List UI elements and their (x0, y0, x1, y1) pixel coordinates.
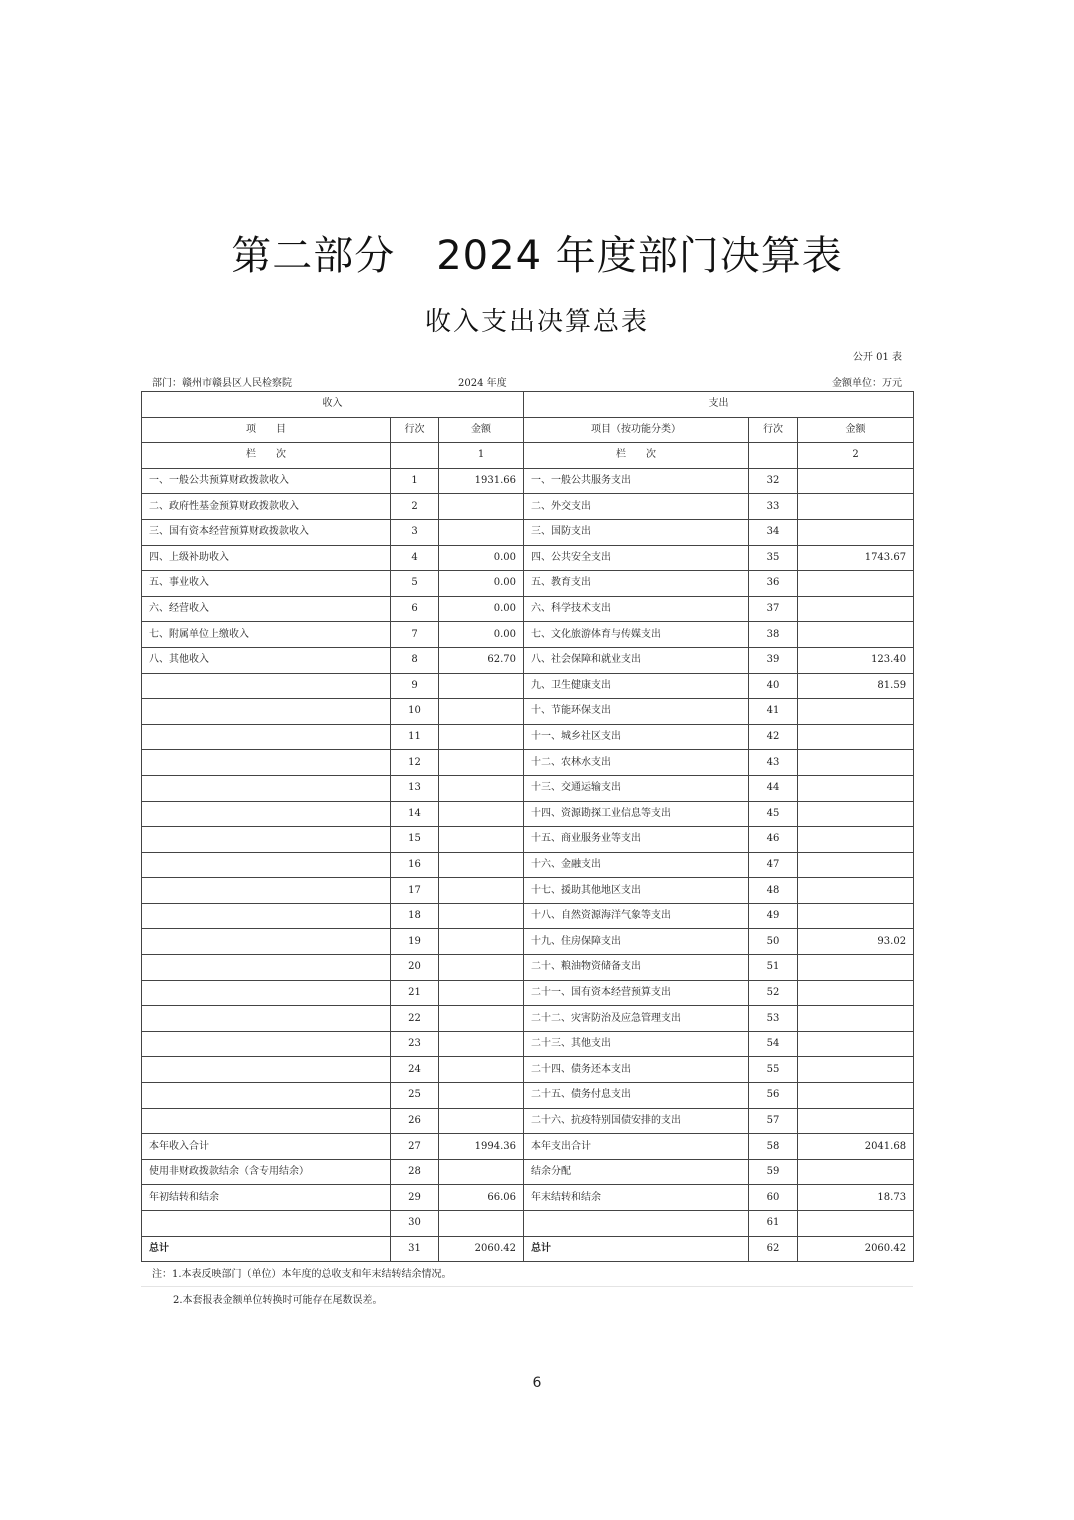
expense-amount-cell: 18.73 (798, 1185, 914, 1211)
expense-amount-cell: 93.02 (798, 929, 914, 955)
income-row-number-cell: 27 (391, 1134, 439, 1160)
income-row-number-cell: 21 (391, 980, 439, 1006)
expense-item-cell: 十三、交通运输支出 (524, 775, 749, 801)
summary-row (142, 1185, 914, 1211)
expense-row-number-cell: 50 (749, 929, 798, 955)
expense-amount-cell (798, 1108, 914, 1134)
expense-amount-cell: 1743.67 (798, 545, 914, 571)
expense-item-cell: 二十六、抗疫特别国债安排的支出 (524, 1108, 749, 1134)
income-row-number-cell: 19 (391, 929, 439, 955)
table-note-1: 注：1.本表反映部门（单位）本年度的总收支和年末结转结余情况。 (152, 1269, 452, 1280)
expense-item-cell: 二十一、国有资本经营预算支出 (524, 980, 749, 1006)
table-row (142, 801, 914, 827)
expense-row-number-cell: 43 (749, 750, 798, 776)
income-item-cell (142, 955, 391, 981)
income-row-number-cell: 2 (391, 494, 439, 520)
income-item-cell: 年初结转和结余 (142, 1185, 391, 1211)
income-index-label: 栏 次 (142, 443, 391, 469)
income-row-number-cell: 12 (391, 750, 439, 776)
column-index-row (142, 443, 914, 469)
summary-row (142, 1134, 914, 1160)
expense-index-row (749, 443, 798, 469)
department-label: 部门：赣州市赣县区人民检察院 (152, 378, 292, 389)
expense-row-number-cell: 36 (749, 571, 798, 597)
expense-amount-cell (798, 878, 914, 904)
income-item-cell: 本年收入合计 (142, 1134, 391, 1160)
expense-item-cell: 四、公共安全支出 (524, 545, 749, 571)
income-amount-cell: 66.06 (439, 1185, 524, 1211)
income-amount-cell (439, 775, 524, 801)
table-row (142, 622, 914, 648)
income-item-cell (142, 775, 391, 801)
expense-item-header: 项目（按功能分类） (524, 417, 749, 443)
income-amount-cell (439, 1006, 524, 1032)
expense-amount-cell (798, 1006, 914, 1032)
expense-row-number-cell: 48 (749, 878, 798, 904)
income-item-cell (142, 1211, 391, 1237)
expense-row-number-cell: 34 (749, 519, 798, 545)
expense-amount-cell (798, 1083, 914, 1109)
income-amount-cell (439, 801, 524, 827)
expense-amount-cell (798, 852, 914, 878)
expense-item-cell: 二、外交支出 (524, 494, 749, 520)
income-amount-cell: 0.00 (439, 545, 524, 571)
expense-row-number-cell: 51 (749, 955, 798, 981)
expense-item-cell: 十二、农林水支出 (524, 750, 749, 776)
income-item-cell: 二、政府性基金预算财政拨款收入 (142, 494, 391, 520)
expense-item-cell: 年末结转和结余 (524, 1185, 749, 1211)
income-row-number-cell: 8 (391, 647, 439, 673)
expense-item-cell: 十九、住房保障支出 (524, 929, 749, 955)
expense-row-number-cell: 53 (749, 1006, 798, 1032)
expense-row-number-cell: 62 (749, 1236, 798, 1262)
expense-row-number-cell: 33 (749, 494, 798, 520)
income-amount-cell: 62.70 (439, 647, 524, 673)
table-row (142, 724, 914, 750)
income-amount-cell (439, 750, 524, 776)
table-row (142, 750, 914, 776)
income-amount-cell (439, 1057, 524, 1083)
income-item-cell (142, 852, 391, 878)
expense-item-cell: 六、科学技术支出 (524, 596, 749, 622)
income-row-number-cell: 13 (391, 775, 439, 801)
expense-item-cell: 总计 (524, 1236, 749, 1262)
income-row-number-cell: 1 (391, 468, 439, 494)
expense-item-cell: 十五、商业服务业等支出 (524, 827, 749, 853)
income-amount-cell: 1994.36 (439, 1134, 524, 1160)
summary-row (142, 1159, 914, 1185)
expense-row-number-cell: 46 (749, 827, 798, 853)
expense-amount-cell (798, 801, 914, 827)
income-amount-cell (439, 673, 524, 699)
group-header-row (142, 392, 914, 418)
expense-item-cell: 二十五、债务付息支出 (524, 1083, 749, 1109)
expense-item-cell: 十一、城乡社区支出 (524, 724, 749, 750)
table-row (142, 852, 914, 878)
table-row (142, 699, 914, 725)
expense-amount-cell (798, 903, 914, 929)
income-row-number-cell: 6 (391, 596, 439, 622)
income-item-cell: 七、附属单位上缴收入 (142, 622, 391, 648)
income-amount-cell (439, 903, 524, 929)
income-group-header: 收入 (142, 392, 524, 418)
table-body (142, 392, 914, 1262)
expense-amount-cell (798, 1031, 914, 1057)
income-row-number-cell: 29 (391, 1185, 439, 1211)
expense-row-number-cell: 54 (749, 1031, 798, 1057)
expense-amount-cell (798, 571, 914, 597)
expense-amount-cell (798, 519, 914, 545)
table-row (142, 980, 914, 1006)
expense-index-amount: 2 (798, 443, 914, 469)
expense-amount-cell (798, 494, 914, 520)
income-amount-cell (439, 699, 524, 725)
expense-item-cell: 九、卫生健康支出 (524, 673, 749, 699)
income-row-number-cell: 5 (391, 571, 439, 597)
expense-item-cell: 二十四、债务还本支出 (524, 1057, 749, 1083)
expense-amount-cell (798, 980, 914, 1006)
income-amount-cell (439, 1159, 524, 1185)
income-row-number-cell: 22 (391, 1006, 439, 1032)
expense-amount-cell: 81.59 (798, 673, 914, 699)
income-row-number-cell: 15 (391, 827, 439, 853)
summary-row (142, 1211, 914, 1237)
expense-amount-cell (798, 1057, 914, 1083)
income-row-number-cell: 20 (391, 955, 439, 981)
income-item-cell (142, 750, 391, 776)
income-row-number-cell: 14 (391, 801, 439, 827)
income-item-cell (142, 827, 391, 853)
page-main-title: 第二部分 2024 年度部门决算表 (231, 233, 843, 279)
income-item-cell (142, 929, 391, 955)
income-row-number-cell: 23 (391, 1031, 439, 1057)
income-item-cell (142, 1108, 391, 1134)
table-row (142, 775, 914, 801)
income-item-cell (142, 1031, 391, 1057)
table-row (142, 1031, 914, 1057)
expense-row-number-cell: 59 (749, 1159, 798, 1185)
table-row (142, 673, 914, 699)
income-amount-cell (439, 519, 524, 545)
expense-row-number-cell: 58 (749, 1134, 798, 1160)
expense-row-number-cell: 37 (749, 596, 798, 622)
expense-row-number-cell: 49 (749, 903, 798, 929)
income-row-number-cell: 11 (391, 724, 439, 750)
expense-amount-cell (798, 596, 914, 622)
income-item-cell (142, 903, 391, 929)
expense-amount-cell: 123.40 (798, 647, 914, 673)
note-divider (141, 1286, 913, 1287)
income-amount-cell: 0.00 (439, 622, 524, 648)
income-item-cell: 五、事业收入 (142, 571, 391, 597)
income-row-number-cell: 7 (391, 622, 439, 648)
income-item-cell (142, 980, 391, 1006)
income-amount-cell (439, 1108, 524, 1134)
expense-amount-cell (798, 1211, 914, 1237)
expense-row-number-cell: 57 (749, 1108, 798, 1134)
expense-item-cell: 十六、金融支出 (524, 852, 749, 878)
expense-amount-cell (798, 724, 914, 750)
expense-amount-cell (798, 622, 914, 648)
expense-item-cell: 十、节能环保支出 (524, 699, 749, 725)
income-row-number-cell: 3 (391, 519, 439, 545)
expense-row-number-cell: 41 (749, 699, 798, 725)
income-item-cell (142, 878, 391, 904)
table-row (142, 519, 914, 545)
table-row (142, 1083, 914, 1109)
income-amount-cell (439, 494, 524, 520)
income-item-cell (142, 1006, 391, 1032)
income-amount-cell (439, 1083, 524, 1109)
table-title: 收入支出决算总表 (424, 307, 649, 337)
income-item-cell: 四、上级补助收入 (142, 545, 391, 571)
income-item-cell: 一、一般公共预算财政拨款收入 (142, 468, 391, 494)
income-row-number-cell: 9 (391, 673, 439, 699)
expense-amount-cell (798, 827, 914, 853)
income-row-number-cell: 16 (391, 852, 439, 878)
income-row-number-cell: 30 (391, 1211, 439, 1237)
expense-row-number-cell: 38 (749, 622, 798, 648)
expense-item-cell: 十七、援助其他地区支出 (524, 878, 749, 904)
income-item-cell: 使用非财政拨款结余（含专用结余） (142, 1159, 391, 1185)
expense-row-number-cell: 60 (749, 1185, 798, 1211)
expense-item-cell: 五、教育支出 (524, 571, 749, 597)
expense-row-number-cell: 47 (749, 852, 798, 878)
expense-amount-cell: 2060.42 (798, 1236, 914, 1262)
income-row-header: 行次 (391, 417, 439, 443)
income-amount-cell (439, 724, 524, 750)
expense-amount-header: 金额 (798, 417, 914, 443)
amount-unit-label: 金额单位：万元 (832, 378, 902, 389)
expense-item-cell: 二十、粮油物资储备支出 (524, 955, 749, 981)
fiscal-year-label: 2024 年度 (458, 378, 507, 389)
expense-index-label: 栏 次 (524, 443, 749, 469)
income-amount-cell (439, 1031, 524, 1057)
income-item-cell (142, 801, 391, 827)
expense-row-number-cell: 42 (749, 724, 798, 750)
expense-item-cell: 一、一般公共服务支出 (524, 468, 749, 494)
income-amount-cell (439, 1211, 524, 1237)
expense-row-number-cell: 61 (749, 1211, 798, 1237)
income-index-amount: 1 (439, 443, 524, 469)
expense-row-number-cell: 39 (749, 647, 798, 673)
expense-row-number-cell: 40 (749, 673, 798, 699)
expense-item-cell: 三、国防支出 (524, 519, 749, 545)
income-item-cell (142, 724, 391, 750)
expense-row-number-cell: 45 (749, 801, 798, 827)
table-row (142, 1108, 914, 1134)
income-amount-cell: 0.00 (439, 571, 524, 597)
expense-item-cell: 十八、自然资源海洋气象等支出 (524, 903, 749, 929)
income-index-row (391, 443, 439, 469)
expense-amount-cell (798, 775, 914, 801)
income-row-number-cell: 28 (391, 1159, 439, 1185)
table-row (142, 827, 914, 853)
expense-item-cell: 结余分配 (524, 1159, 749, 1185)
page-number: 6 (532, 1375, 542, 1391)
expense-item-cell: 七、文化旅游体育与传媒支出 (524, 622, 749, 648)
income-row-number-cell: 4 (391, 545, 439, 571)
expense-row-header: 行次 (749, 417, 798, 443)
income-expense-table (141, 391, 914, 1262)
expense-row-number-cell: 56 (749, 1083, 798, 1109)
income-row-number-cell: 24 (391, 1057, 439, 1083)
income-item-cell (142, 1057, 391, 1083)
income-item-cell (142, 1083, 391, 1109)
table-row (142, 955, 914, 981)
table-row (142, 545, 914, 571)
table-note-2: 2.本套报表金额单位转换时可能存在尾数误差。 (173, 1295, 383, 1306)
column-header-row (142, 417, 914, 443)
expense-amount-cell (798, 1159, 914, 1185)
expense-item-cell (524, 1211, 749, 1237)
expense-row-number-cell: 32 (749, 468, 798, 494)
income-amount-header: 金额 (439, 417, 524, 443)
income-item-cell (142, 699, 391, 725)
income-amount-cell (439, 929, 524, 955)
income-amount-cell (439, 955, 524, 981)
table-row (142, 903, 914, 929)
income-row-number-cell: 25 (391, 1083, 439, 1109)
table-row (142, 647, 914, 673)
income-amount-cell (439, 852, 524, 878)
income-item-cell: 六、经营收入 (142, 596, 391, 622)
income-amount-cell: 1931.66 (439, 468, 524, 494)
income-amount-cell (439, 980, 524, 1006)
table-row (142, 878, 914, 904)
income-item-cell: 总计 (142, 1236, 391, 1262)
expense-item-cell: 十四、资源勘探工业信息等支出 (524, 801, 749, 827)
expense-amount-cell (798, 955, 914, 981)
expense-group-header: 支出 (524, 392, 914, 418)
expense-row-number-cell: 55 (749, 1057, 798, 1083)
income-amount-cell (439, 827, 524, 853)
expense-item-cell: 二十二、灾害防治及应急管理支出 (524, 1006, 749, 1032)
income-item-cell: 三、国有资本经营预算财政拨款收入 (142, 519, 391, 545)
income-row-number-cell: 31 (391, 1236, 439, 1262)
income-item-cell: 八、其他收入 (142, 647, 391, 673)
income-item-header: 项 目 (142, 417, 391, 443)
expense-amount-cell (798, 699, 914, 725)
income-row-number-cell: 18 (391, 903, 439, 929)
income-amount-cell (439, 878, 524, 904)
income-row-number-cell: 26 (391, 1108, 439, 1134)
income-row-number-cell: 10 (391, 699, 439, 725)
expense-row-number-cell: 44 (749, 775, 798, 801)
income-item-cell (142, 673, 391, 699)
expense-amount-cell (798, 468, 914, 494)
expense-item-cell: 八、社会保障和就业支出 (524, 647, 749, 673)
income-amount-cell: 0.00 (439, 596, 524, 622)
table-row (142, 494, 914, 520)
form-code: 公开 01 表 (852, 352, 902, 363)
income-amount-cell: 2060.42 (439, 1236, 524, 1262)
expense-amount-cell: 2041.68 (798, 1134, 914, 1160)
expense-row-number-cell: 52 (749, 980, 798, 1006)
income-row-number-cell: 17 (391, 878, 439, 904)
table-row (142, 929, 914, 955)
table-row (142, 596, 914, 622)
table-row (142, 571, 914, 597)
table-row (142, 468, 914, 494)
expense-item-cell: 二十三、其他支出 (524, 1031, 749, 1057)
table-row (142, 1057, 914, 1083)
expense-item-cell: 本年支出合计 (524, 1134, 749, 1160)
expense-amount-cell (798, 750, 914, 776)
total-row (142, 1236, 914, 1262)
table-row (142, 1006, 914, 1032)
expense-row-number-cell: 35 (749, 545, 798, 571)
